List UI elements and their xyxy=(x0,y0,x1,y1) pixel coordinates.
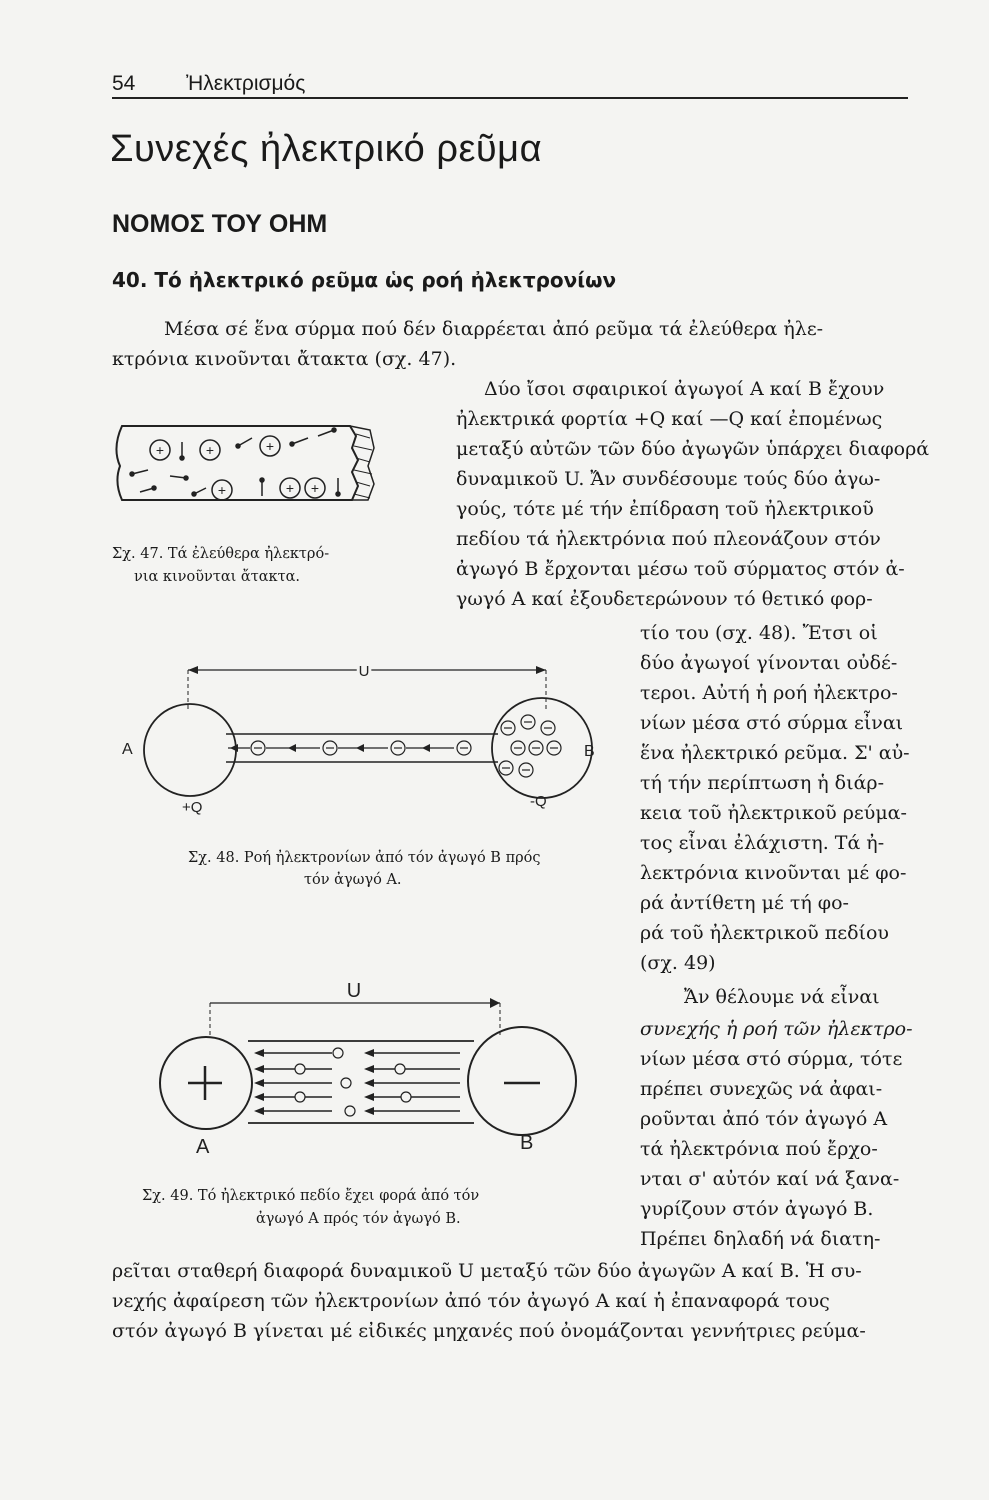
svg-text:+: + xyxy=(285,480,295,496)
figure-47-caption: Σχ. 47. Τά ἐλεύθερα ἠλεκτρό- xyxy=(112,546,330,562)
body-line: τή τήν περίπτωση ἡ διάρ- xyxy=(640,772,884,794)
figure-48-label-b: B xyxy=(584,743,595,760)
body-line: ρά ἀντίθετη μέ τή φο- xyxy=(640,892,849,914)
body-line: τεροι. Αὐτή ἡ ροή ἠλεκτρο- xyxy=(640,682,898,704)
figure-48-caption: τόν ἀγωγό Α. xyxy=(304,872,402,888)
body-line: ρά τοῦ ἠλεκτρικοῦ πεδίου xyxy=(640,922,889,944)
page-title: Συνεχές ἠλεκτρικό ρεῦμα xyxy=(110,128,543,170)
figure-48-label-u: U xyxy=(358,663,370,680)
svg-text:+: + xyxy=(155,442,165,458)
figure-49-caption: ἀγωγό Α πρός τόν ἀγωγό Β. xyxy=(256,1211,461,1227)
body-line: κεια τοῦ ἠλεκτρικοῦ ρεύμα- xyxy=(640,802,907,824)
figure-48-label-qb: -Q xyxy=(530,793,547,810)
body-line: νίων μέσα στό σύρμα, τότε xyxy=(640,1048,903,1070)
figure-49-label-u: U xyxy=(346,980,362,1002)
figure-48-label-qa: +Q xyxy=(182,799,203,816)
figure-48-caption: Σχ. 48. Ροή ἠλεκτρονίων ἀπό τόν ἀγωγό Β πρός xyxy=(188,850,541,866)
intro-line: Μέσα σέ ἕνα σύρμα πού δέν διαρρέεται ἀπό ρεῦμα τά ἐλεύθερα ἠλε- xyxy=(164,318,824,340)
body-line: ροῦνται ἀπό τόν ἀγωγό Α xyxy=(640,1108,888,1130)
body-line: δυναμικοῦ U. Ἄν συνδέσουμε τούς δύο ἀγω- xyxy=(456,468,881,490)
body-line: στόν ἀγωγό Β γίνεται μέ εἰδικές μηχανές πού ὀνομάζονται γεννήτριες ρεύμα- xyxy=(112,1320,866,1342)
body-line: ἀγωγό Β ἔρχονται μέσω τοῦ σύρματος στόν ἀ- xyxy=(456,558,905,580)
svg-text:+: + xyxy=(310,480,320,496)
header-rule xyxy=(112,97,908,99)
figure-48-conductors xyxy=(108,650,608,820)
body-line: ρεῖται σταθερή διαφορά δυναμικοῦ U μεταξύ τῶν δύο ἀγωγῶν Α καί Β. Ἡ συ- xyxy=(112,1260,862,1282)
body-line: Δύο ἴσοι σφαιρικοί ἀγωγοί Α καί Β ἔχουν xyxy=(484,378,885,400)
body-line: γυρίζουν στόν ἀγωγό Β. xyxy=(640,1198,874,1220)
figure-48-label-a: A xyxy=(122,741,133,758)
body-line: ἠλεκτρικά φορτία +Q καί —Q καί ἐπομένως xyxy=(456,408,883,430)
body-line: τά ἠλεκτρόνια πού ἔρχο- xyxy=(640,1138,878,1160)
body-line: ἕνα ἠλεκτρικό ρεῦμα. Σ' αὐ- xyxy=(640,742,910,764)
figure-47-caption: νια κινοῦνται ἄτακτα. xyxy=(134,569,301,585)
body-line: (σχ. 49) xyxy=(640,952,716,974)
body-line: νίων μέσα στό σύρμα εἶναι xyxy=(640,712,904,734)
law-heading: ΝΟΜΟΣ ΤΟΥ ΟΗΜ xyxy=(112,210,328,238)
figure-49-label-a: A xyxy=(196,1136,210,1158)
section-heading: 40. Τό ἠλεκτρικό ρεῦμα ὡς ροή ἠλεκτρονίων xyxy=(112,268,617,292)
body-line: Πρέπει δηλαδή νά διατη- xyxy=(640,1228,881,1250)
page-number: 54 xyxy=(112,72,136,95)
svg-text:+: + xyxy=(217,482,227,498)
body-line: γωγό Α καί ἐξουδετερώνουν τό θετικό φορ- xyxy=(456,588,873,610)
figure-47-wire-illustration xyxy=(110,408,450,518)
intro-line: κτρόνια κινοῦνται ἄτακτα (σχ. 47). xyxy=(112,348,457,370)
body-line: πεδίου τά ἠλεκτρόνια πού πλεονάζουν στόν xyxy=(456,528,881,550)
figure-49-caption: Σχ. 49. Τό ἠλεκτρικό πεδίο ἔχει φορά ἀπό τόν xyxy=(142,1188,480,1204)
body-line: μεταξύ αὐτῶν τῶν δύο ἀγωγῶν ὑπάρχει διαφορά xyxy=(456,438,930,460)
figure-49-label-b: B xyxy=(520,1132,534,1154)
body-line: τίο του (σχ. 48). Ἔτσι οἱ xyxy=(640,622,878,644)
body-line: γούς, τότε μέ τήν ἐπίδραση τοῦ ἠλεκτρικοῦ xyxy=(456,498,874,520)
svg-text:+: + xyxy=(265,438,275,454)
body-line: πρέπει συνεχῶς νά ἀφαι- xyxy=(640,1078,883,1100)
svg-text:+: + xyxy=(205,442,215,458)
body-line: νται σ' αὐτόν καί νά ξανα- xyxy=(640,1168,900,1190)
body-line: Ἄν θέλουμε νά εἶναι xyxy=(684,986,880,1008)
body-line: λεκτρόνια κινοῦνται μέ φο- xyxy=(640,862,907,884)
body-line: δύο ἀγωγοί γίνονται οὐδέ- xyxy=(640,652,898,674)
running-header: Ἠλεκτρισμός xyxy=(186,72,306,95)
body-line: τος εἶναι ἐλάχιστη. Τά ἠ- xyxy=(640,832,885,854)
body-line: συνεχής ἡ ροή τῶν ἠλεκτρο- xyxy=(640,1018,913,1040)
body-line: νεχής ἀφαίρεση τῶν ἠλεκτρονίων ἀπό τόν ἀγωγό Α καί ἡ ἐπαναφορά τους xyxy=(112,1290,830,1312)
figure-49-field-illustration xyxy=(150,975,590,1165)
